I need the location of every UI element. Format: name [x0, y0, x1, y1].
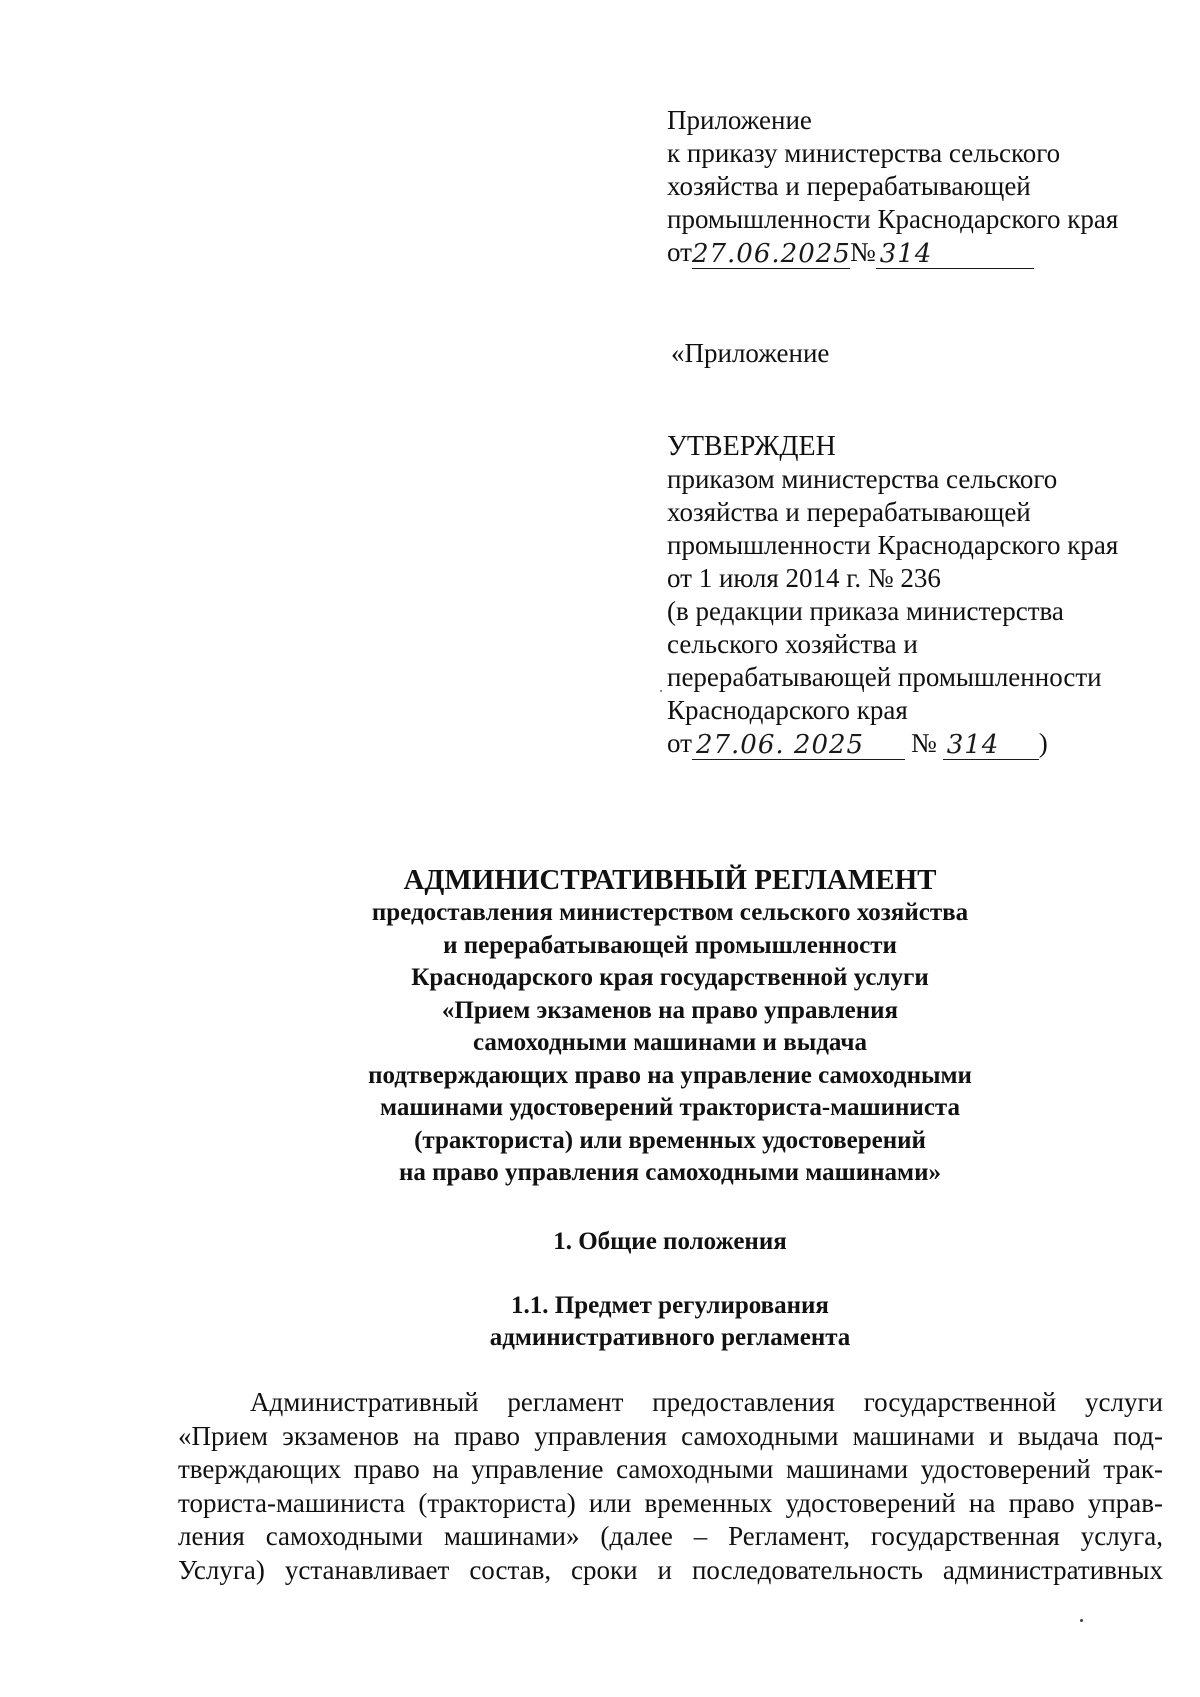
title-line: «Прием экзаменов на право управления	[441, 996, 899, 1024]
title-line: (тракториста) или временных удостоверений	[414, 1126, 926, 1154]
number-label: №	[849, 237, 876, 267]
prior-attachment-label: «Приложение	[671, 338, 830, 368]
approved-date-number	[667, 727, 1187, 760]
attachment-line: Приложение	[667, 105, 812, 135]
scan-speck	[660, 690, 662, 692]
section-1-heading: 1. Общие положения	[553, 1228, 787, 1255]
approved-line: хозяйства и перерабатывающей	[667, 497, 1031, 527]
regulation-title	[250, 863, 1090, 1190]
title-line: предоставления министерством сельского хозяйства	[371, 899, 969, 926]
closing-bracket: )	[1038, 728, 1048, 758]
body-line: тверждающих право на управление самоходными машинами удостоверений трак-	[178, 1454, 1163, 1484]
scan-speck	[1080, 1619, 1083, 1622]
prior-attachment	[671, 337, 1191, 370]
attachment-date-number	[667, 236, 1187, 269]
subsection-line: 1.1. Предмет регулирования	[511, 1292, 829, 1319]
body-line: ления самоходными машинами» (далее – Регламент, государственная услуга,	[178, 1521, 1163, 1551]
body-line: ториста-машиниста (тракториста) или временных удостоверений на право управ-	[178, 1487, 1163, 1518]
from-label: от	[667, 237, 692, 267]
approved-line: (в редакции приказа министерства	[667, 596, 1064, 626]
attachment-header	[667, 104, 1187, 269]
approved-line: приказом министерства сельского	[667, 464, 1058, 494]
title-line: самоходными машинами и выдача	[473, 1029, 867, 1056]
approved-line: от 1 июля 2014 г. № 236	[667, 563, 941, 593]
approved-block	[667, 430, 1187, 760]
title-main: АДМИНИСТРАТИВНЫЙ РЕГЛАМЕНТ	[403, 864, 937, 896]
subsection-line: административного регламента	[489, 1324, 851, 1351]
handwritten-number: 314	[876, 240, 1034, 269]
title-line: на право управления самоходными машинами»	[399, 1159, 941, 1186]
handwritten-date: 27.06. 2025	[692, 731, 905, 760]
attachment-line: к приказу министерства сельского	[667, 138, 1061, 168]
handwritten-number: 314	[943, 731, 1039, 760]
number-label: №	[910, 728, 937, 758]
body-line: «Прием экзаменов на право управления самоходными машинами и выдача под-	[178, 1420, 1163, 1451]
attachment-line: промышленности Краснодарского края	[667, 204, 1119, 234]
section-heading	[250, 1226, 1090, 1258]
approved-line: промышленности Краснодарского края	[667, 530, 1119, 560]
approved-line: перерабатывающей промышленности	[667, 662, 1102, 692]
approved-line: сельского хозяйства и	[667, 629, 918, 659]
approved-line: Краснодарского края	[667, 695, 908, 725]
title-line: Краснодарского края государственной услуги	[411, 964, 929, 991]
title-line: подтверждающих право на управление самоходными	[368, 1061, 972, 1089]
approved-heading: УТВЕРЖДЕН	[667, 431, 836, 462]
handwritten-date: 27.06.2025	[691, 239, 851, 269]
body-paragraph	[178, 1386, 1163, 1587]
attachment-line: хозяйства и перерабатывающей	[667, 171, 1031, 201]
body-line: Услуга) устанавливает состав, сроки и последовательность административных	[178, 1554, 1163, 1585]
body-line: Административный регламент предоставления государственной услуги	[250, 1387, 1163, 1417]
subsection-heading	[250, 1290, 1090, 1354]
from-label: от	[667, 728, 692, 758]
title-line: и перерабатывающей промышленности	[443, 931, 897, 959]
title-line: машинами удостоверений тракториста-машиниста	[379, 1094, 961, 1121]
